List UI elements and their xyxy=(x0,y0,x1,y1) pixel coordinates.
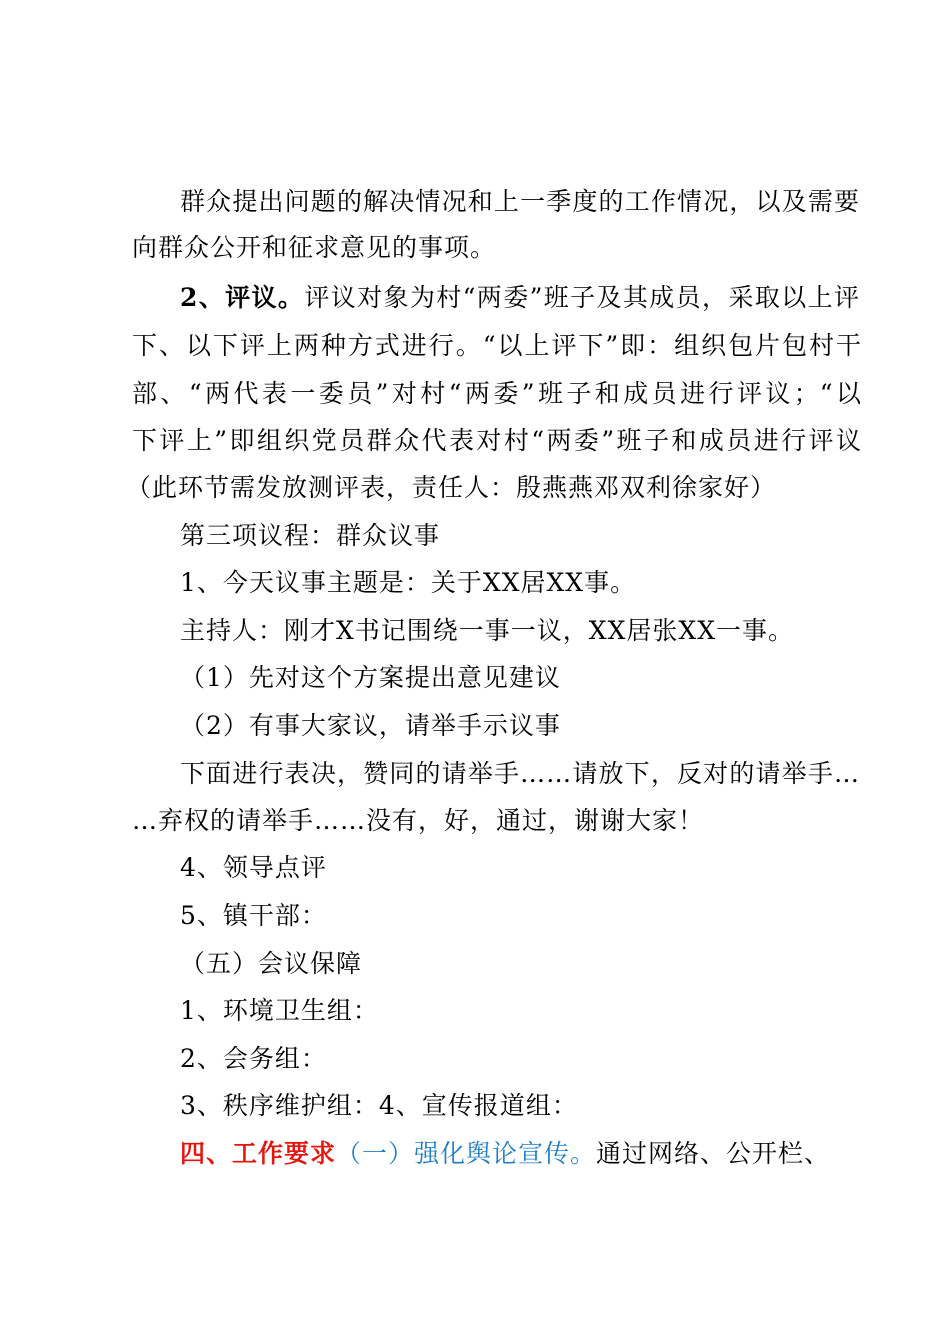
publicity-text: 通过网络、公开栏、 xyxy=(596,1139,831,1168)
agenda-line: 5、镇干部： xyxy=(180,901,327,930)
paragraph-line: （此环节需发放测评表，责任人：殷燕燕邓双利徐家好） xyxy=(126,473,777,502)
agenda-line: 1、今天议事主题是：关于XX居XX事。 xyxy=(180,568,637,597)
paragraph-line-evaluation xyxy=(180,282,860,314)
agenda-line: （1）先对这个方案提出意见建议 xyxy=(180,663,561,692)
paragraph-line: 部、“两代表一委员”对村“两委”班子和成员进行评议；“以 xyxy=(132,379,862,408)
agenda-line: （2）有事大家议，请举手示议事 xyxy=(180,711,561,740)
guarantee-line: 1、环境卫生组： xyxy=(180,996,379,1025)
paragraph-line: 群众提出问题的解决情况和上一季度的工作情况，以及需要 xyxy=(180,187,860,216)
agenda-line: 下面进行表决，赞同的请举手……请放下，反对的请举手… xyxy=(180,759,860,788)
agenda-item-title: 第三项议程：群众议事 xyxy=(180,521,441,550)
guarantee-line: 3、秩序维护组：4、宣传报道组： xyxy=(180,1091,578,1120)
paragraph-line: 下评上”即组织党员群众代表对村“两委”班子和成员进行评议 xyxy=(132,426,862,455)
agenda-line: …弃权的请举手……没有，好，通过，谢谢大家！ xyxy=(132,806,705,835)
paragraph-line: 下、以下评上两种方式进行。“以上评下”即：组织包片包村干 xyxy=(132,331,862,360)
publicity-subheading: （一）强化舆论宣传。 xyxy=(336,1139,597,1168)
evaluation-heading: 2、评议。 xyxy=(180,283,305,312)
evaluation-text: 评议对象为村“两委”班子及其成员，采取以上评 xyxy=(304,283,860,312)
work-requirements-line xyxy=(180,1138,860,1170)
work-requirements-heading: 四、工作要求 xyxy=(180,1139,337,1168)
paragraph-line: 向群众公开和征求意见的事项。 xyxy=(132,233,497,262)
agenda-line: 4、领导点评 xyxy=(180,853,327,882)
section-title-guarantee: （五）会议保障 xyxy=(180,949,363,978)
guarantee-line: 2、会务组： xyxy=(180,1044,327,1073)
agenda-line: 主持人：刚才X书记围绕一事一议，XX居张XX一事。 xyxy=(180,616,794,645)
